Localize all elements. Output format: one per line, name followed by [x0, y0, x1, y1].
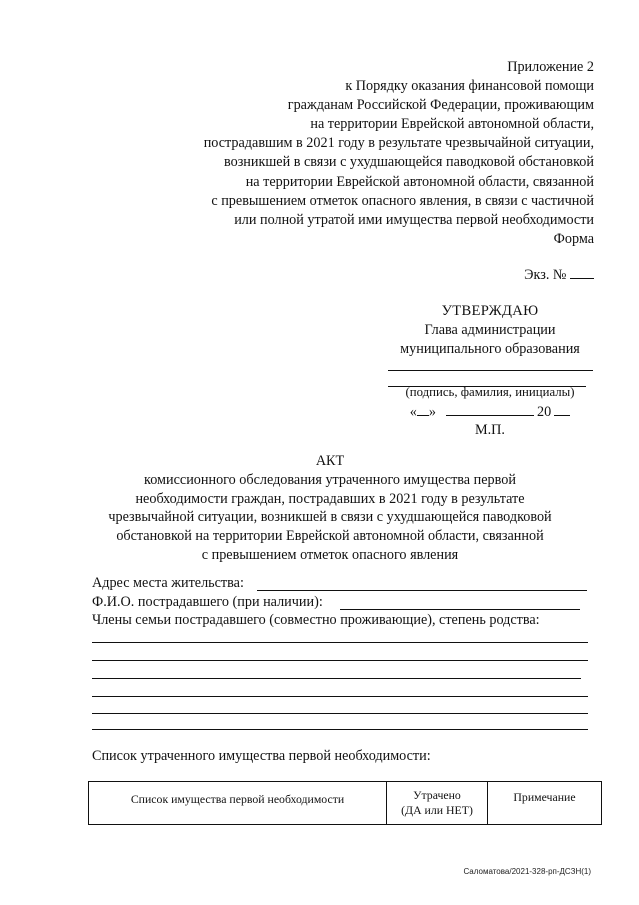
act-subtitle-line: чрезвычайной ситуации, возникшей в связи с ухудшающейся паводковой [108, 509, 552, 526]
appendix-line: или полной утратой ими имущества первой необходимости [234, 211, 594, 228]
approval-title: УТВЕРЖДАЮ [441, 303, 539, 319]
signature-caption: (подпись, фамилия, инициалы) [405, 385, 575, 399]
approval-organization: муниципального образования [400, 341, 580, 357]
family-line [92, 713, 588, 714]
form-label: Форма [553, 231, 594, 247]
act-subtitle-line: комиссионного обследования утраченного имущества первой [144, 471, 516, 488]
act-title-block [80, 452, 580, 565]
family-members-label: Члены семьи пострадавшего (совместно проживающие), степень родства: [92, 612, 540, 628]
approval-block [380, 302, 600, 359]
appendix-line: возникшей в связи с ухудшающейся паводковой обстановкой [224, 154, 594, 171]
copy-number-label: Экз. № [524, 267, 567, 283]
header-lost-line: Утрачено [413, 788, 461, 802]
header-lost-line: (ДА или НЕТ) [401, 803, 473, 817]
approval-position: Глава администрации [424, 322, 556, 338]
approval-date [380, 404, 600, 421]
address-label: Адрес места жительства: [92, 575, 244, 591]
approval-blank-line [388, 370, 593, 371]
act-subtitle-line: обстановкой на территории Еврейской автономной области, связанной [116, 528, 544, 545]
lost-property-table [88, 781, 602, 825]
appendix-line: пострадавшим в 2021 году в результате чрезвычайной ситуации, [203, 135, 594, 152]
appendix-line: гражданам Российской Федерации, проживающим [287, 97, 594, 114]
stamp-place: М.П. [475, 422, 505, 438]
appendix-header [124, 58, 594, 230]
appendix-line: Приложение 2 [507, 59, 594, 75]
date-close-quote: » [428, 404, 436, 420]
act-subtitle-line: с превышением отметок опасного явления [201, 546, 459, 563]
victim-name-label: Ф.И.О. пострадавшего (при наличии): [92, 594, 323, 610]
date-year-blank [554, 404, 570, 416]
address-line [257, 590, 587, 591]
family-line [92, 678, 581, 679]
appendix-line: к Порядку оказания финансовой помощи [345, 78, 594, 95]
family-line [92, 729, 588, 730]
date-open-quote: « [409, 404, 417, 420]
header-note: Примечание [488, 782, 602, 825]
footer-document-code: Саломатова/2021-328-рп-ДСЗН(1) [463, 867, 591, 876]
family-line [92, 660, 588, 661]
family-line [92, 642, 588, 643]
copy-number-blank [570, 267, 594, 279]
lost-property-list-title: Список утраченного имущества первой необходимости: [92, 748, 431, 764]
act-subtitle-line: необходимости граждан, пострадавших в 2021 году в результате [135, 490, 525, 507]
victim-name-line [340, 609, 580, 610]
appendix-line: на территории Еврейской автономной области, связанной [245, 173, 594, 190]
date-month-blank [446, 404, 534, 416]
header-property-list: Список имущества первой необходимости [89, 782, 387, 825]
header-lost [387, 782, 488, 825]
copy-number [524, 267, 594, 284]
appendix-line: на территории Еврейской автономной области, [310, 116, 594, 133]
act-title: АКТ [315, 453, 345, 469]
date-day-blank [417, 404, 429, 416]
family-line [92, 696, 588, 697]
table-header-row [89, 782, 602, 825]
appendix-line: с превышением отметок опасного явления, в связи с частичной [211, 192, 594, 209]
date-year-prefix: 20 [537, 404, 552, 420]
